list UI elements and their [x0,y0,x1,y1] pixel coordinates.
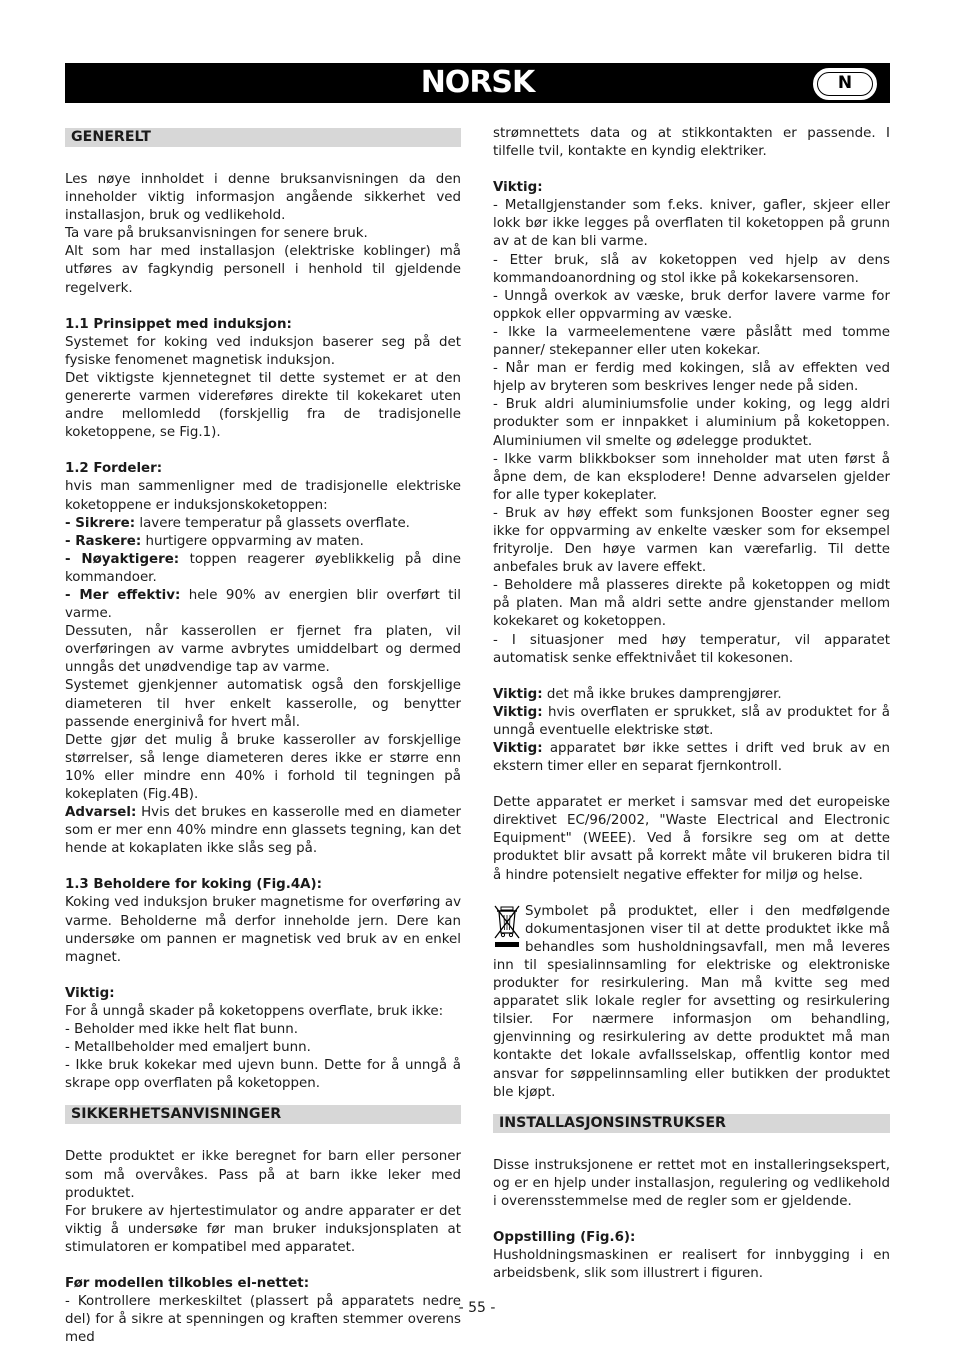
list-item: - Ikke la varmeelementene være påslått med tomme panner/ stekepanner eller uten kokekar. [493,324,890,359]
paragraph: Dette apparatet er merket i samsvar med det europeiske direktivet EC/96/2002, "Waste Electrical and Electronic Equipment" (WEEE). Ved å forsikre seg om at dette produktet blir avsatt på korrekt måte vil brukeren bidra til å hindre potensielt negative effekter for miljø og helse. [493,795,890,883]
paragraph: Dessuten, når kasserollen er fjernet fra platen, vil overføringen av varme avbrytes umiddelbart og dermed unngås det unødvendige tap av varme. [65,624,461,676]
paragraph: Disse instruksjonene er rettet mot en installeringsekspert, og er en hjelp under installasjon, regulering og vedlikehold i overensstemmelse med de regler som er gjeldende. [493,1157,890,1209]
paragraph: Systemet for koking ved induksjon baserer seg på det fysiske fenomenet magnetisk induksjon. [65,334,461,368]
paragraph: Alt som har med installasjon (elektriske koblinger) må utføres av fagkyndig personell i henhold til gjeldende regelverk. [65,244,461,296]
left-column [65,128,461,1347]
section-heading-generelt: GENERELT [65,128,461,147]
paragraph: Symbolet på produktet, eller i den medfølgende dokumentasjonen viser til at dette produktet ikke må behandles som husholdningsavfall, men må leveres inn til spesialinnsamling for elektriske og elektroniske produkter for resirkulering. Man må kvitte seg med apparatet slik lokale regler for avsetting og resirkulering tilsier. For nærmere informasjon om behandling, gjenvinning og resirkulering av dette produktet må man kontakte det lokale avfallsselskap, offentlig kontor med ansvar for søppelinnsamling eller butikken der produktet ble kjøpt. [493,903,890,1100]
subheading: Viktig: [65,985,115,1001]
list-item: - Kontrollere merkeskiltet (plassert på apparatets nedre del) for å sikre at spenningen og kraften stemmer overens med [65,1294,461,1346]
section-heading-install: INSTALLASJONSINSTRUKSER [493,1114,890,1133]
right-column [493,125,890,1283]
list-item: - Ikke bruk kokekar med ujevn bunn. Dette for å unngå å skrape opp overflaten på koketoppen. [65,1058,461,1092]
language-badge-label: N [817,72,873,96]
subheading: Viktig: [493,180,543,196]
subheading: 1.3 Beholdere for koking (Fig.4A): [65,877,323,893]
paragraph: Les nøye innholdet i denne bruksanvisningen da den inneholder viktig informasjon angående sikkerhet ved installasjon, bruk og vedlikehold. [65,172,461,224]
important-note: Viktig: det må ikke brukes damprengjører. [493,686,782,702]
paragraph: strømnettets data og at stikkontakten er passende. I tilfelle tvil, kontakte en kyndig elektriker. [493,126,890,160]
list-item: - Sikrere: lavere temperatur på glassets overflate. [65,515,410,531]
page-title: NORSK [420,65,535,100]
important-note: Viktig: apparatet bør ikke settes i drift ved bruk av en ekstern timer eller en separat fjernkontroll. [493,741,890,775]
list-item: - Bruk aldri aluminiumsfolie under koking, og legg aldri produkter som er innpakket i aluminium på koketoppen. Aluminiumen vil smelte og ødelegge produktet. [493,397,890,449]
list-item: - Beholder med ikke helt flat bunn. [65,1022,299,1038]
crossed-out-bin-icon [493,903,521,949]
paragraph: Dette produktet er ikke beregnet for barn eller personer som må overvåkes. Pass på at barn ikke leker med produktet. [65,1149,461,1201]
list-item: - Nøyaktigere: toppen reagerer øyeblikkelig på dine kommandoer. [65,551,461,585]
list-item: - Raskere: hurtigere oppvarming av maten. [65,533,364,549]
list-item: - Etter bruk, slå av koketoppen ved hjelp av dens kommandoanordning og stol ikke på kokekarsensoren. [493,252,890,286]
paragraph: Ta vare på bruksanvisningen for senere bruk. [65,226,368,242]
paragraph: Systemet gjenkjenner automatisk også den forskjellige diameteren til hver enkelt kasserolle, og benytter passende energinivå for hvert mål. [65,678,461,730]
subheading: 1.2 Fordeler: [65,461,163,477]
weee-block [493,903,890,1102]
list-item: - Når man er ferdig med kokingen, slå av effekten ved hjelp av bryteren som beskrives lenger nede på siden. [493,361,890,395]
section-heading-sikkerhet: SIKKERHETSANVISNINGER [65,1105,461,1124]
subheading: Før modellen tilkobles el-nettet: [65,1275,310,1291]
important-note: Viktig: hvis overflaten er sprukket, slå av produktet for å unngå eventuelle elektriske støt. [493,704,890,738]
list-item: - Metallbeholder med emaljert bunn. [65,1040,311,1056]
list-item: - Mer effektiv: hele 90% av energien blir overført til varme. [65,587,461,622]
list-item: - Beholdere må plasseres direkte på koketoppen og midt på platen. Man må aldri sette andre gjenstander mellom kokekaret og koketoppen. [493,578,890,630]
language-banner [65,63,890,103]
subheading: 1.1 Prinsippet med induksjon: [65,316,292,332]
warning-paragraph: Advarsel: Hvis det brukes en kasserolle med en diameter som er mer enn 40% mindre enn glassets tegning, kan det hende at kokaplaten ikke slås seg på. [65,805,461,857]
paragraph: hvis man sammenligner med de tradisjonelle elektriske koketoppene er induksjonskoketoppen: [65,479,461,513]
subheading: Oppstilling (Fig.6): [493,1229,636,1245]
paragraph: For å unngå skader på koketoppens overflate, bruk ikke: [65,1003,444,1019]
list-item: - Unngå overkok av væske, bruk derfor lavere varme for oppkok eller oppvarming av væske. [493,288,890,322]
paragraph: Koking ved induksjon bruker magnetisme for overføring av varme. Beholderne må derfor inneholde jern. Dere kan undersøke om pannen er magnetisk ved bruk av en enkel magnet. [65,895,461,965]
paragraph: Husholdningsmaskinen er realisert for innbygging i en arbeidsbenk, slik som illustrert i figuren. [493,1248,890,1282]
paragraph: For brukere av hjertestimulator og andre apparater er det viktig å undersøke før man bruker induksjonsplaten at stimulatoren er kompatibel med apparatet. [65,1203,461,1255]
page-number: - 55 - [458,1300,496,1316]
language-badge [813,68,877,100]
list-item: - Metallgjenstander som f.eks. kniver, gafler, skjeer eller lokk bør ikke legges på overflaten til koketoppen på grunn av at de kan bli varme. [493,198,890,250]
list-item: - Bruk av høy effekt som funksjonen Booster egner seg ikke for oppvarming av enkelte væsker som for eksempel frityrolje. Den høye varmen kan værefarlig. Til dette anbefales bruk av lavere effekt. [493,505,890,576]
paragraph: Dette gjør det mulig å bruke kasseroller av forskjellige størrelser, så lenge diameteren deres ikke er større enn 10% eller mindre enn 40% i forhold til tegningen på kokeplaten (Fig.4B). [65,732,461,802]
list-item: - Ikke varm blikkbokser som inneholder mat uten først å åpne dem, de kan eksplodere! Denne advarselen gjelder for alle typer kokeplater. [493,451,890,503]
list-item: - I situasjoner med høy temperatur, vil apparatet automatisk senke effektnivået til kokesonen. [493,632,890,666]
paragraph: Det viktigste kjennetegnet til dette systemet er at den genererte varmen videreføres direkte til kokekaret uten andre mellomledd (forskjellig fra de tradisjonelle koketoppene, se Fig.1). [65,370,461,441]
